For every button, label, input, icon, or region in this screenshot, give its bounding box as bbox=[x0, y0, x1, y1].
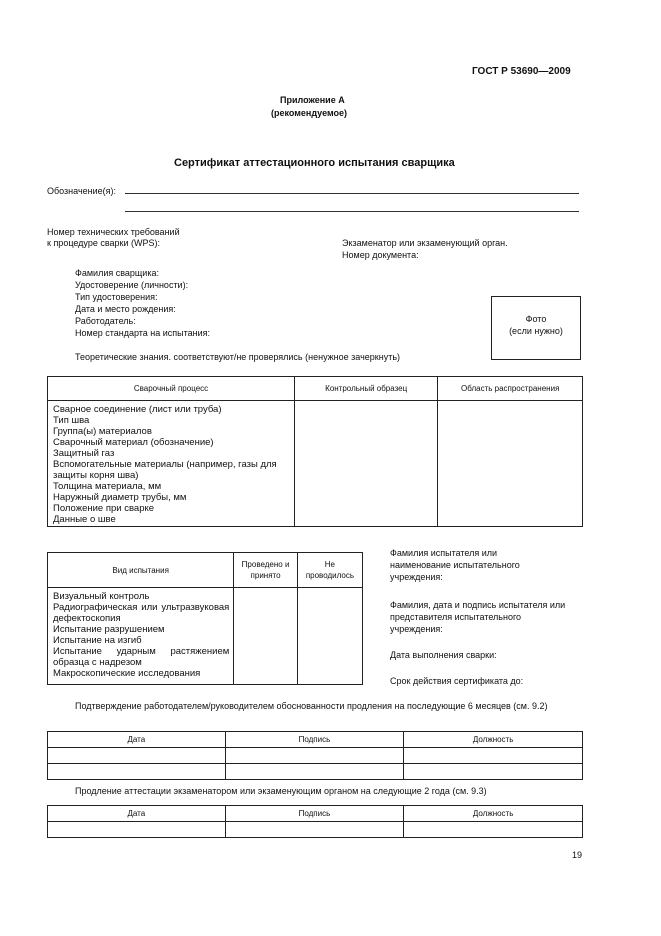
wps-label-line1: Номер технических требований bbox=[47, 227, 180, 237]
weld-date-label: Дата выполнения сварки: bbox=[390, 650, 497, 660]
sample-header: Контрольный образец bbox=[294, 377, 437, 401]
process-rows bbox=[53, 404, 294, 525]
page-number: 19 bbox=[572, 850, 583, 860]
list-item: Сварное соединение (лист или труба) bbox=[53, 404, 222, 415]
passed-header: Проведено и принято bbox=[234, 553, 298, 588]
date-header: Дата bbox=[48, 732, 226, 748]
photo-note: (если нужно) bbox=[509, 326, 563, 336]
id-label: Удостоверение (личности): bbox=[75, 280, 189, 290]
photo-label: Фото bbox=[525, 314, 547, 324]
table-cell[interactable] bbox=[48, 764, 226, 780]
standard-number: ГОСТ Р 53690—2009 bbox=[472, 66, 571, 77]
appendix-subtitle: (рекомендуемое) bbox=[271, 108, 347, 118]
id-type-label: Тип удостоверения: bbox=[75, 292, 158, 302]
list-item: Испытание на изгиб bbox=[53, 635, 142, 646]
process-table bbox=[47, 376, 583, 527]
list-item: Наружный диаметр трубы, мм bbox=[53, 492, 187, 503]
employer-label: Работодатель: bbox=[75, 316, 136, 326]
list-item: Положение при сварке bbox=[53, 503, 155, 514]
theory-statement: Теоретические знания. соответствуют/не проверялись (ненужное зачеркнуть) bbox=[75, 352, 401, 362]
list-item: Испытание ударным растяжением образца с надрезом bbox=[53, 646, 230, 668]
list-item: Данные о шве bbox=[53, 514, 116, 525]
position-header: Должность bbox=[404, 806, 583, 822]
not-done-header: Не проводилось bbox=[297, 553, 362, 588]
welder-name-label: Фамилия сварщика: bbox=[75, 268, 159, 278]
wps-label-line2: к процедуре сварки (WPS): bbox=[47, 238, 160, 248]
photo-box[interactable] bbox=[491, 296, 581, 360]
position-header: Должность bbox=[404, 732, 583, 748]
process-header: Сварочный процесс bbox=[48, 377, 295, 401]
list-item: Группа(ы) материалов bbox=[53, 426, 152, 437]
extension-text: Продление аттестации экзаменатором или экзаменующим органом на следующие 2 года (см. 9.3) bbox=[75, 786, 487, 796]
list-item: Визуальный контроль bbox=[53, 591, 150, 602]
test-table bbox=[47, 552, 363, 685]
table-cell[interactable] bbox=[225, 764, 404, 780]
examiner-label: Экзаменатор или экзаменующий орган. bbox=[342, 238, 508, 248]
table-cell[interactable] bbox=[404, 822, 583, 838]
not-done-cell[interactable] bbox=[297, 588, 362, 685]
list-item: Тип шва bbox=[53, 415, 90, 426]
document-title: Сертификат аттестационного испытания сварщика bbox=[174, 157, 455, 169]
appendix-title: Приложение А bbox=[280, 95, 345, 105]
designation-line-1[interactable] bbox=[125, 193, 579, 194]
tester-name-label: Фамилия испытателя или наименование испытательного учреждения: bbox=[390, 548, 520, 582]
scope-header: Область распространения bbox=[438, 377, 583, 401]
table-cell[interactable] bbox=[48, 822, 226, 838]
test-type-header: Вид испытания bbox=[48, 553, 234, 588]
confirmation-text: Подтверждение работодателем/руководителем обоснованности продления на последующие 6 месяцев (см. 9.2) bbox=[75, 701, 548, 711]
list-item: Радиографическая или ультразвуковая дефектоскопия bbox=[53, 602, 230, 624]
list-item: Вспомогательные материалы (например, газы для защиты корня шва) bbox=[53, 459, 277, 481]
table-cell[interactable] bbox=[48, 748, 226, 764]
passed-cell[interactable] bbox=[234, 588, 298, 685]
validity-label: Срок действия сертификата до: bbox=[390, 676, 524, 686]
table-cell[interactable] bbox=[404, 764, 583, 780]
signature-header: Подпись bbox=[225, 806, 404, 822]
tester-sign-label: Фамилия, дата и подпись испытателя или представителя испытательного учреждения: bbox=[390, 600, 566, 634]
list-item: Сварочный материал (обозначение) bbox=[53, 437, 214, 448]
sample-cell[interactable] bbox=[294, 401, 437, 527]
table-cell[interactable] bbox=[404, 748, 583, 764]
designation-label: Обозначение(я): bbox=[47, 186, 117, 196]
list-item: Защитный газ bbox=[53, 448, 115, 459]
standard-label: Номер стандарта на испытания: bbox=[75, 328, 211, 338]
designation-line-2[interactable] bbox=[125, 211, 579, 212]
list-item: Испытание разрушением bbox=[53, 624, 165, 635]
date-header: Дата bbox=[48, 806, 226, 822]
table-cell[interactable] bbox=[225, 822, 404, 838]
doc-number-label: Номер документа: bbox=[342, 250, 419, 260]
list-item: Толщина материала, мм bbox=[53, 481, 162, 492]
confirmation-table bbox=[47, 731, 583, 780]
signature-header: Подпись bbox=[225, 732, 404, 748]
extension-table bbox=[47, 805, 583, 838]
test-rows bbox=[53, 591, 229, 679]
scope-cell[interactable] bbox=[438, 401, 583, 527]
list-item: Макроскопические исследования bbox=[53, 668, 201, 679]
table-cell[interactable] bbox=[225, 748, 404, 764]
birth-label: Дата и место рождения: bbox=[75, 304, 176, 314]
